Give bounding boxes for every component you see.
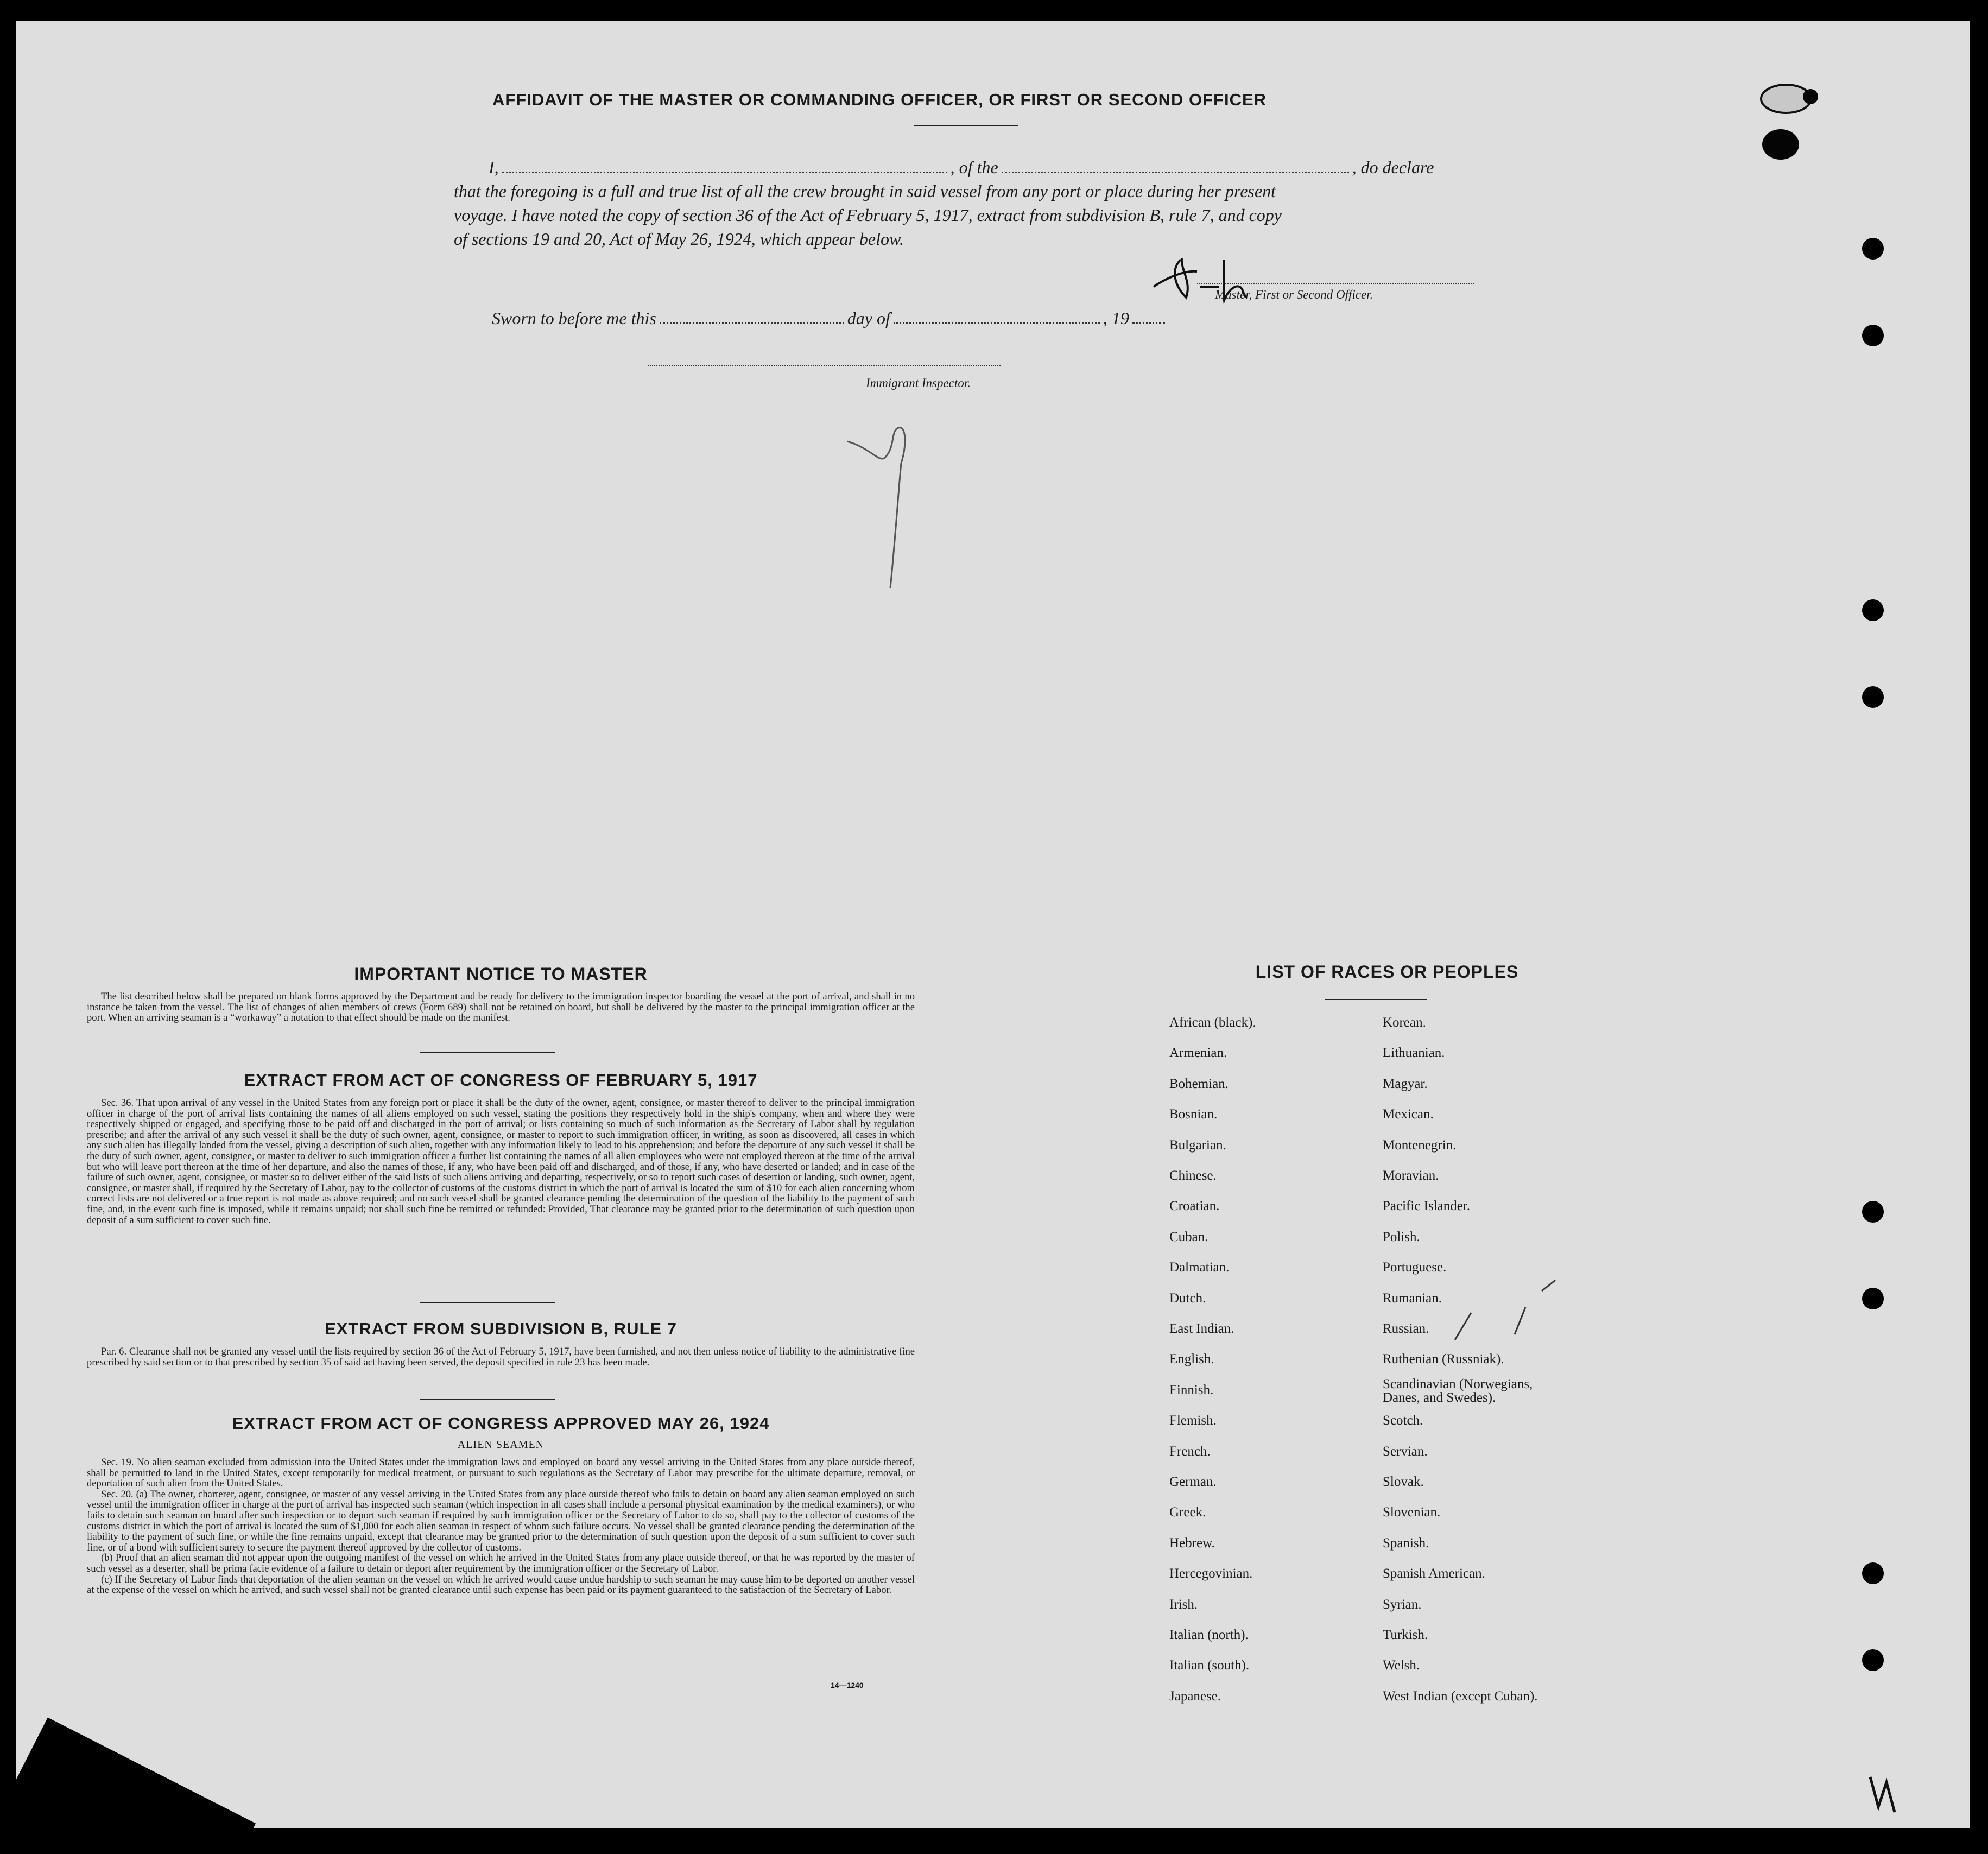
affidavit-of-the-label: , of the	[950, 157, 998, 177]
sec19-paragraph: Sec. 19. No alien seaman excluded from admission into the United States under the immigration laws and employed on board any vessel arriving in the United States from any place outside thereof, shall be permitted to land in the United States, except temporarily for medical treatment, or pursuant to such regulations as the Secretary of Labor may prescribe for the ultimate departure, removal, or deportation of such alien from the United States.	[87, 1457, 915, 1490]
punch-hole	[1862, 325, 1884, 346]
sworn-prefix-label: Sworn to before me this	[492, 308, 656, 328]
race-item: Mexican.	[1383, 1107, 1434, 1122]
race-item: Flemish.	[1169, 1413, 1217, 1428]
divider	[420, 1302, 555, 1303]
race-item: Slovak.	[1383, 1475, 1424, 1489]
affidavit-line-1	[489, 157, 1434, 178]
extract-rule7-body	[87, 1346, 915, 1368]
race-item: English.	[1169, 1352, 1214, 1367]
race-item: Scotch.	[1383, 1413, 1423, 1428]
race-item: Montenegrin.	[1383, 1137, 1457, 1153]
race-item: Syrian.	[1383, 1597, 1422, 1612]
sworn-line	[492, 308, 1168, 328]
race-item: Slovenian.	[1383, 1505, 1441, 1520]
race-item: Dutch.	[1169, 1290, 1206, 1306]
race-item: African (black).	[1169, 1015, 1256, 1030]
sec36-paragraph: Sec. 36. That upon arrival of any vessel in the United States from any foreign port or place it shall be the duty of the owner, agent, consignee, or master thereof to deliver to the principal immigration officer in charge of the port of arrival lists containing the names of all aliens employed on such vessel, stating the positions they respectively hold in the ship's company, when and where they were respectively shipped or engaged, and specifying those to be paid off and discharged in the port of arrival; or lists containing so much of such information as the Secretary of Labor shall by regulation prescribe; and after the arrival of any such vessel it shall be the duty of such owner, agent, consignee, or master to report to such immigration officer, in writing, as soon as discovered, all cases in which any such alien has illegally landed from the vessel, giving a description of such alien, together with any information likely to lead to his apprehension; and before the departure of any such vessel it shall be the duty of such owner, agent, consignee, or master to deliver to such immigration officer a further list containing the names of all alien employees who were not employed thereon at the time of the arrival but who will leave port thereon at the time of her departure, and also the names of those, if any, who have been paid off and discharged, and of those, if any, who have deserted or landed; and in case of the failure of such owner, agent, consignee, or master so to deliver either of the said lists of such aliens arriving and departing, respectively, or so to report such cases of desertion or landing, such owner, agent, consignee, or master shall, if required by the Secretary of Labor, pay to the collector of customs of the customs district in which the port of arrival is located the sum of $10 for each alien concerning whom correct lists are not delivered or a true report is not made as above required; and no such vessel shall be granted clearance pending the determination of the question of the liability to the payment of such fine, and, in the event such fine is imposed, while it remains unpaid; nor shall such fine be remitted or refunded: Provided, That clearance may be granted prior to the determination of such question upon deposit of a sum sufficient to cover such fine.	[87, 1097, 915, 1226]
race-item: Servian.	[1383, 1444, 1428, 1459]
race-item: Korean.	[1383, 1015, 1426, 1030]
race-item: Bohemian.	[1169, 1076, 1229, 1091]
race-item: Portuguese.	[1383, 1260, 1447, 1275]
signature-line	[1197, 283, 1474, 284]
affidavit-title: AFFIDAVIT OF THE MASTER OR COMMANDING OFFICER, OR FIRST OR SECOND OFFICER	[492, 90, 1267, 109]
punch-hole	[1862, 599, 1884, 621]
race-item: Ruthenian (Russniak).	[1383, 1352, 1504, 1367]
divider	[1325, 999, 1427, 1000]
race-item: Armenian.	[1169, 1046, 1227, 1061]
race-item: Japanese.	[1169, 1688, 1221, 1704]
pencil-tick-marks	[1449, 1269, 1585, 1345]
race-item: Bosnian.	[1169, 1107, 1218, 1122]
punch-hole	[1862, 686, 1884, 708]
sec20a-paragraph: Sec. 20. (a) The owner, charterer, agent, consignee, or master of any vessel arriving in the United States from any place outside thereof who fails to detain on board any alien seaman employed on such vessel until the immigration officer in charge at the port of arrival has inspected such seaman (which inspection in all cases shall include a personal physical examination by the medical examiners), or who fails to detain such seaman on board after such inspection or to deport such seaman if required by such immigration officer or the Secretary of Labor to do so, shall pay to the collector of customs of the customs district in which the port of arrival is located the sum of $1,000 for each alien seaman in respect of whom such failure occurs. No vessel shall be granted clearance pending the determination of the liability to the payment of such fine, or while the fine remains unpaid, except that clearance may be granted prior to the determination of such question upon the deposit of a sum sufficient to cover such fine, or of a bond with sufficient surety to secure the payment thereof approved by the collector of customs.	[87, 1488, 915, 1553]
notice-title: IMPORTANT NOTICE TO MASTER	[354, 964, 648, 984]
race-item: French.	[1169, 1444, 1211, 1459]
race-item: Pacific Islander.	[1383, 1199, 1471, 1214]
race-item: Italian (south).	[1169, 1658, 1250, 1673]
name-field[interactable]	[502, 172, 947, 173]
par6-paragraph: Par. 6. Clearance shall not be granted any vessel until the lists required by section 36 of the Act of February 5, 1917, have been furnished, and not then unless notice of liability to the administrative fine prescribed by said section or to that prescribed by section 35 of said act having been served, the deposit specified in rule 23 has been made.	[87, 1346, 915, 1368]
inspector-label: Immigrant Inspector.	[866, 376, 971, 390]
punch-hole	[1862, 1201, 1884, 1223]
divider	[420, 1399, 555, 1400]
sworn-year-label: , 19	[1103, 308, 1129, 328]
race-item: Rumanian.	[1383, 1290, 1442, 1306]
notice-body	[87, 991, 915, 1023]
race-item: German.	[1169, 1475, 1217, 1489]
signature-label: Master, First or Second Officer.	[1215, 288, 1373, 301]
race-item: Spanish American.	[1383, 1566, 1485, 1581]
race-item: Irish.	[1169, 1597, 1198, 1612]
race-item: Croatian.	[1169, 1199, 1220, 1214]
sec20b-paragraph: (b) Proof that an alien seaman did not appear upon the outgoing manifest of the vessel on which he arrived in the United States from any place outside thereof, or that he was reported by the master of such vessel as a deserter, shall be prima facie evidence of a failure to detain or deport after requirement by the immigration officer or the Secretary of Labor.	[87, 1552, 915, 1574]
pencil-mark	[847, 425, 912, 588]
extract-1924-title: EXTRACT FROM ACT OF CONGRESS APPROVED MAY 26, 1924	[232, 1414, 770, 1433]
form-number: 14—1240	[831, 1681, 864, 1690]
punch-hole	[1862, 1649, 1884, 1671]
extract-1924-body	[87, 1457, 915, 1596]
torn-corner	[16, 1717, 256, 1828]
extract-rule7-title: EXTRACT FROM SUBDIVISION B, RULE 7	[325, 1319, 677, 1338]
divider	[420, 1052, 555, 1053]
divider	[914, 125, 1018, 126]
race-item: Bulgarian.	[1169, 1137, 1226, 1153]
race-item: East Indian.	[1169, 1321, 1234, 1336]
page-number-mark	[1865, 1771, 1903, 1820]
race-item: Hebrew.	[1169, 1535, 1215, 1551]
affidavit-line-2: that the foregoing is a full and true list of all the crew brought in said vessel from any port or place during her present	[454, 181, 1276, 201]
alien-seamen-subtitle: ALIEN SEAMEN	[457, 1439, 545, 1451]
extract-1917-body	[87, 1098, 915, 1225]
affidavit-do-declare-label: , do declare	[1352, 157, 1434, 177]
race-item: Turkish.	[1383, 1628, 1428, 1642]
race-item: Cuban.	[1169, 1229, 1208, 1244]
races-title: LIST OF RACES OR PEOPLES	[1255, 962, 1519, 982]
race-item: Magyar.	[1383, 1076, 1428, 1091]
race-item: Scandinavian (Norwegians, Danes, and Swedes).	[1383, 1376, 1533, 1405]
race-item: Spanish.	[1383, 1535, 1429, 1551]
notice-paragraph: The list described below shall be prepared on blank forms approved by the Department and be ready for delivery to the immigration inspector boarding the vessel at the port of arrival, and shall in no instance be taken from the vessel. The list of changes of alien members of crews (Form 689) shall not be retained on board, but shall be delivered by the master to the principal immigration officer at the port. When an arriving seaman is a “workaway” a notation to that effect should be made on the manifest.	[87, 991, 915, 1024]
punch-hole	[1862, 1288, 1884, 1309]
race-item: West Indian (except Cuban).	[1383, 1688, 1538, 1704]
affidavit-line-4: of sections 19 and 20, Act of May 26, 1924, which appear below.	[454, 229, 904, 249]
extract-1917-title: EXTRACT FROM ACT OF CONGRESS OF FEBRUARY 5, 1917	[244, 1071, 758, 1090]
inspector-signature-line	[648, 365, 1001, 366]
affidavit-i-label: I,	[489, 157, 499, 177]
race-item: Chinese.	[1169, 1168, 1217, 1183]
affidavit-line-3: voyage. I have noted the copy of section 36 of the Act of February 5, 1917, extract from subdivision B, rule 7, and copy	[454, 205, 1282, 225]
race-item: Polish.	[1383, 1229, 1420, 1244]
race-item: Dalmatian.	[1169, 1260, 1230, 1275]
race-item: Lithuanian.	[1383, 1046, 1445, 1061]
race-item: Welsh.	[1383, 1658, 1420, 1673]
race-item: Hercegovinian.	[1169, 1566, 1253, 1581]
race-item: Finnish.	[1169, 1382, 1214, 1397]
race-item: Russian.	[1383, 1321, 1429, 1336]
sworn-year-field[interactable]	[1132, 322, 1165, 324]
sworn-month-field[interactable]	[894, 322, 1100, 324]
race-item: Moravian.	[1383, 1168, 1439, 1183]
sworn-day-of-label: day of	[847, 308, 890, 328]
document-page	[16, 21, 1970, 1828]
stamp-mark	[1753, 80, 1819, 167]
punch-hole	[1862, 1562, 1884, 1584]
sworn-date-field[interactable]	[660, 322, 844, 324]
race-item: Greek.	[1169, 1505, 1206, 1520]
sec20c-paragraph: (c) If the Secretary of Labor finds that deportation of the alien seaman on the vessel on which he arrived would cause undue hardship to such seaman he may cause him to be deported on another vessel at the expense of the vessel on which he arrived, and such vessel shall not be granted clearance until such expense has been paid or its payment guaranteed to the satisfaction of the Secretary of Labor.	[87, 1573, 915, 1596]
punch-hole	[1862, 238, 1884, 260]
vessel-field[interactable]	[1002, 172, 1349, 173]
race-item: Italian (north).	[1169, 1628, 1249, 1642]
